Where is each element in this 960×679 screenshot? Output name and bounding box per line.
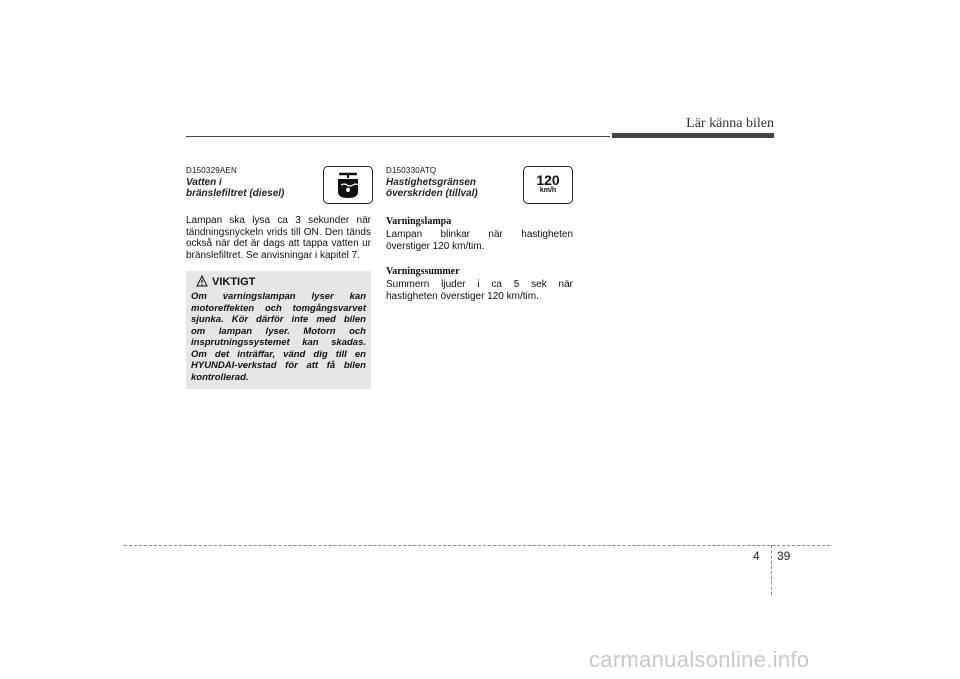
warning-text (191, 291, 366, 383)
warning-line: motoreffekten och tomgångsvarvet (191, 302, 366, 314)
warning-lamp-title: Varningslampa (386, 216, 452, 227)
warning-line: HYUNDAI-verkstad för att få bilen (191, 360, 366, 371)
warning-box (186, 271, 371, 389)
chapter-number: 4 (753, 549, 760, 563)
body-line: överstiger 120 km/tim. (386, 240, 485, 252)
body-line: bränslefiltret. Se anvisningar i kapitel 7. (186, 249, 360, 261)
warning-line: Om varningslampan lyser kan (191, 291, 366, 302)
speed-limit-unit: km/h (539, 187, 557, 194)
left-section-code: D150329AEN (186, 166, 237, 175)
warning-line: Om det inträffar, vänd dig till en (191, 348, 366, 360)
page-number: 39 (777, 549, 791, 563)
warning-triangle-icon (196, 275, 208, 287)
body-line: Summern ljuder i ca 5 sek när (386, 279, 573, 290)
body-line: Lampan ska lysa ca 3 sekunder när (186, 215, 371, 226)
section-title: Lär känna bilen (686, 116, 774, 131)
warning-buzzer-text (386, 279, 573, 302)
body-line: Lampan blinkar när hastigheten (386, 229, 573, 240)
left-section-heading-line2: bränslefiltret (diesel) (186, 188, 285, 199)
body-line: också när det är dags att tappa vatten ur (186, 238, 371, 249)
body-line: hastigheten överstiger 120 km/tim. (386, 290, 539, 302)
right-section-heading-line2: överskriden (tillval) (386, 188, 478, 199)
header-divider (186, 136, 610, 137)
left-section-body (186, 215, 371, 261)
header-accent-bar (612, 133, 774, 138)
right-section-heading-line1: Hastighetsgränsen (386, 177, 477, 188)
warning-line: sjunka. Kör därför inte med bilen (191, 314, 366, 325)
footer-vertical-divider (771, 545, 772, 595)
warning-line: insprutningssystemet kan skadas. (191, 337, 366, 348)
warning-line: om lampan lyser. Motorn och (191, 325, 366, 337)
warning-title: VIKTIGT (212, 276, 256, 288)
right-section-code: D150330ATQ (386, 166, 437, 175)
warning-lamp-text (386, 229, 573, 252)
left-section-heading-line1: Vatten i (186, 177, 222, 188)
water-in-fuel-filter-icon (323, 166, 373, 204)
speed-limit-icon (523, 166, 573, 204)
footer-divider (124, 545, 830, 546)
watermark: carmanualsonline.info (589, 647, 810, 672)
warning-buzzer-title: Varningssummer (386, 266, 460, 277)
body-line: tändningsnyckeln vrids till ON. Den tänds (186, 226, 371, 238)
warning-line: kontrollerad. (191, 371, 249, 383)
speed-limit-value: 120 (536, 172, 560, 188)
